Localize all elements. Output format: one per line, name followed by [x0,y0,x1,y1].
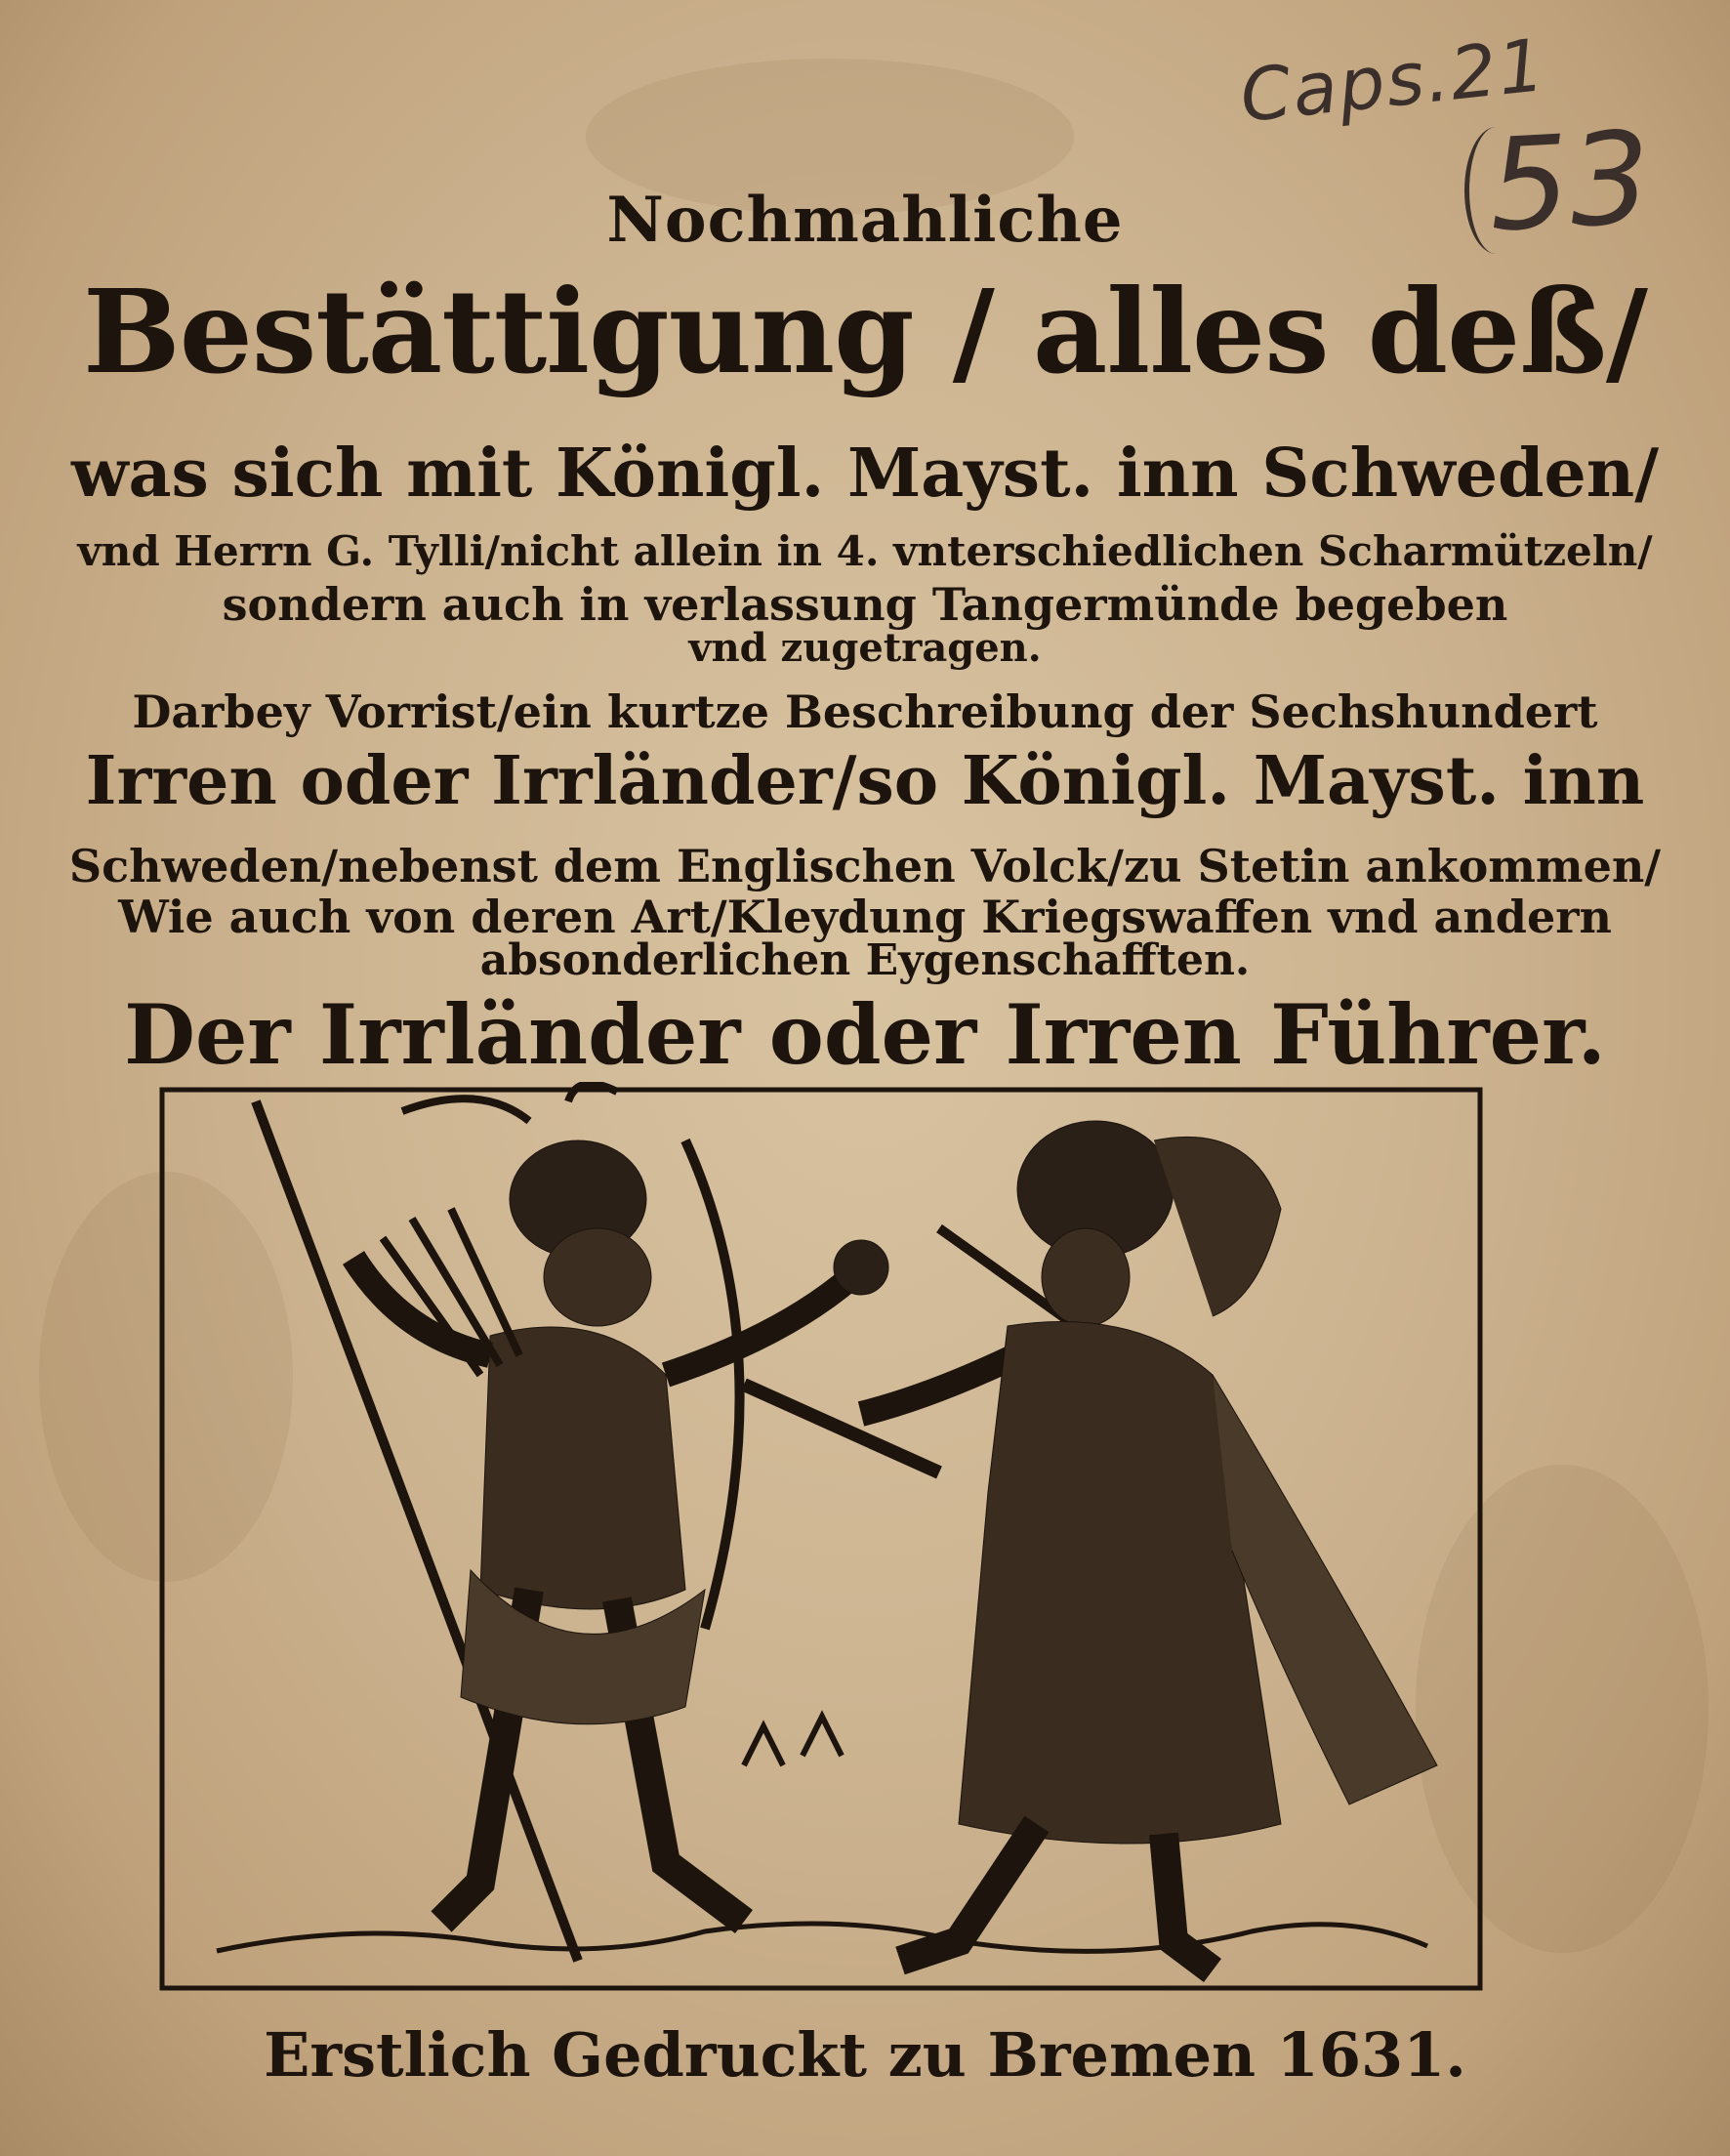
plant-tuft [744,1717,842,1765]
title-line-12: Der Irrländer oder Irren Führer. [124,986,1606,1083]
title-line-5: sondern auch in verlassung Tangermünde begeben [222,578,1508,631]
woodcut-illustration [158,1082,1488,2000]
title-line-10: Wie auch von deren Art/Kleydung Kriegswaffen vnd andern [118,891,1612,943]
title-line-7: Darbey Vorrist/ein kurtze Beschreibung der Sechshundert [132,685,1598,738]
imprint-line: Erstlich Gedruckt zu Bremen 1631. [264,2019,1466,2091]
title-line-6: vnd zugetragen. [688,625,1042,671]
left-figure-archer [256,1084,888,1961]
title-line-2: Bestättigung / alles deß/ [83,264,1647,399]
title-line-8: Irren oder Irrländer/so Königl. Mayst. inn [85,742,1645,820]
title-line-3: was sich mit Königl. Mayst. inn Schweden/ [70,435,1660,513]
ground-line [217,1924,1427,1951]
shelfmark-annotation: Caps.21 [1236,22,1550,140]
title-line-4: vnd Herrn G. Tylli/nicht allein in 4. vnterschiedlichen Scharmützeln/ [77,527,1653,575]
title-line-9: Schweden/nebenst dem Englischen Volck/zu Stetin ankommen/ [68,840,1662,892]
title-line-11: absonderlichen Eygenschafften. [479,935,1251,985]
title-line-1: Nochmahliche [606,184,1124,257]
page-number-annotation: 53 [1485,103,1655,261]
